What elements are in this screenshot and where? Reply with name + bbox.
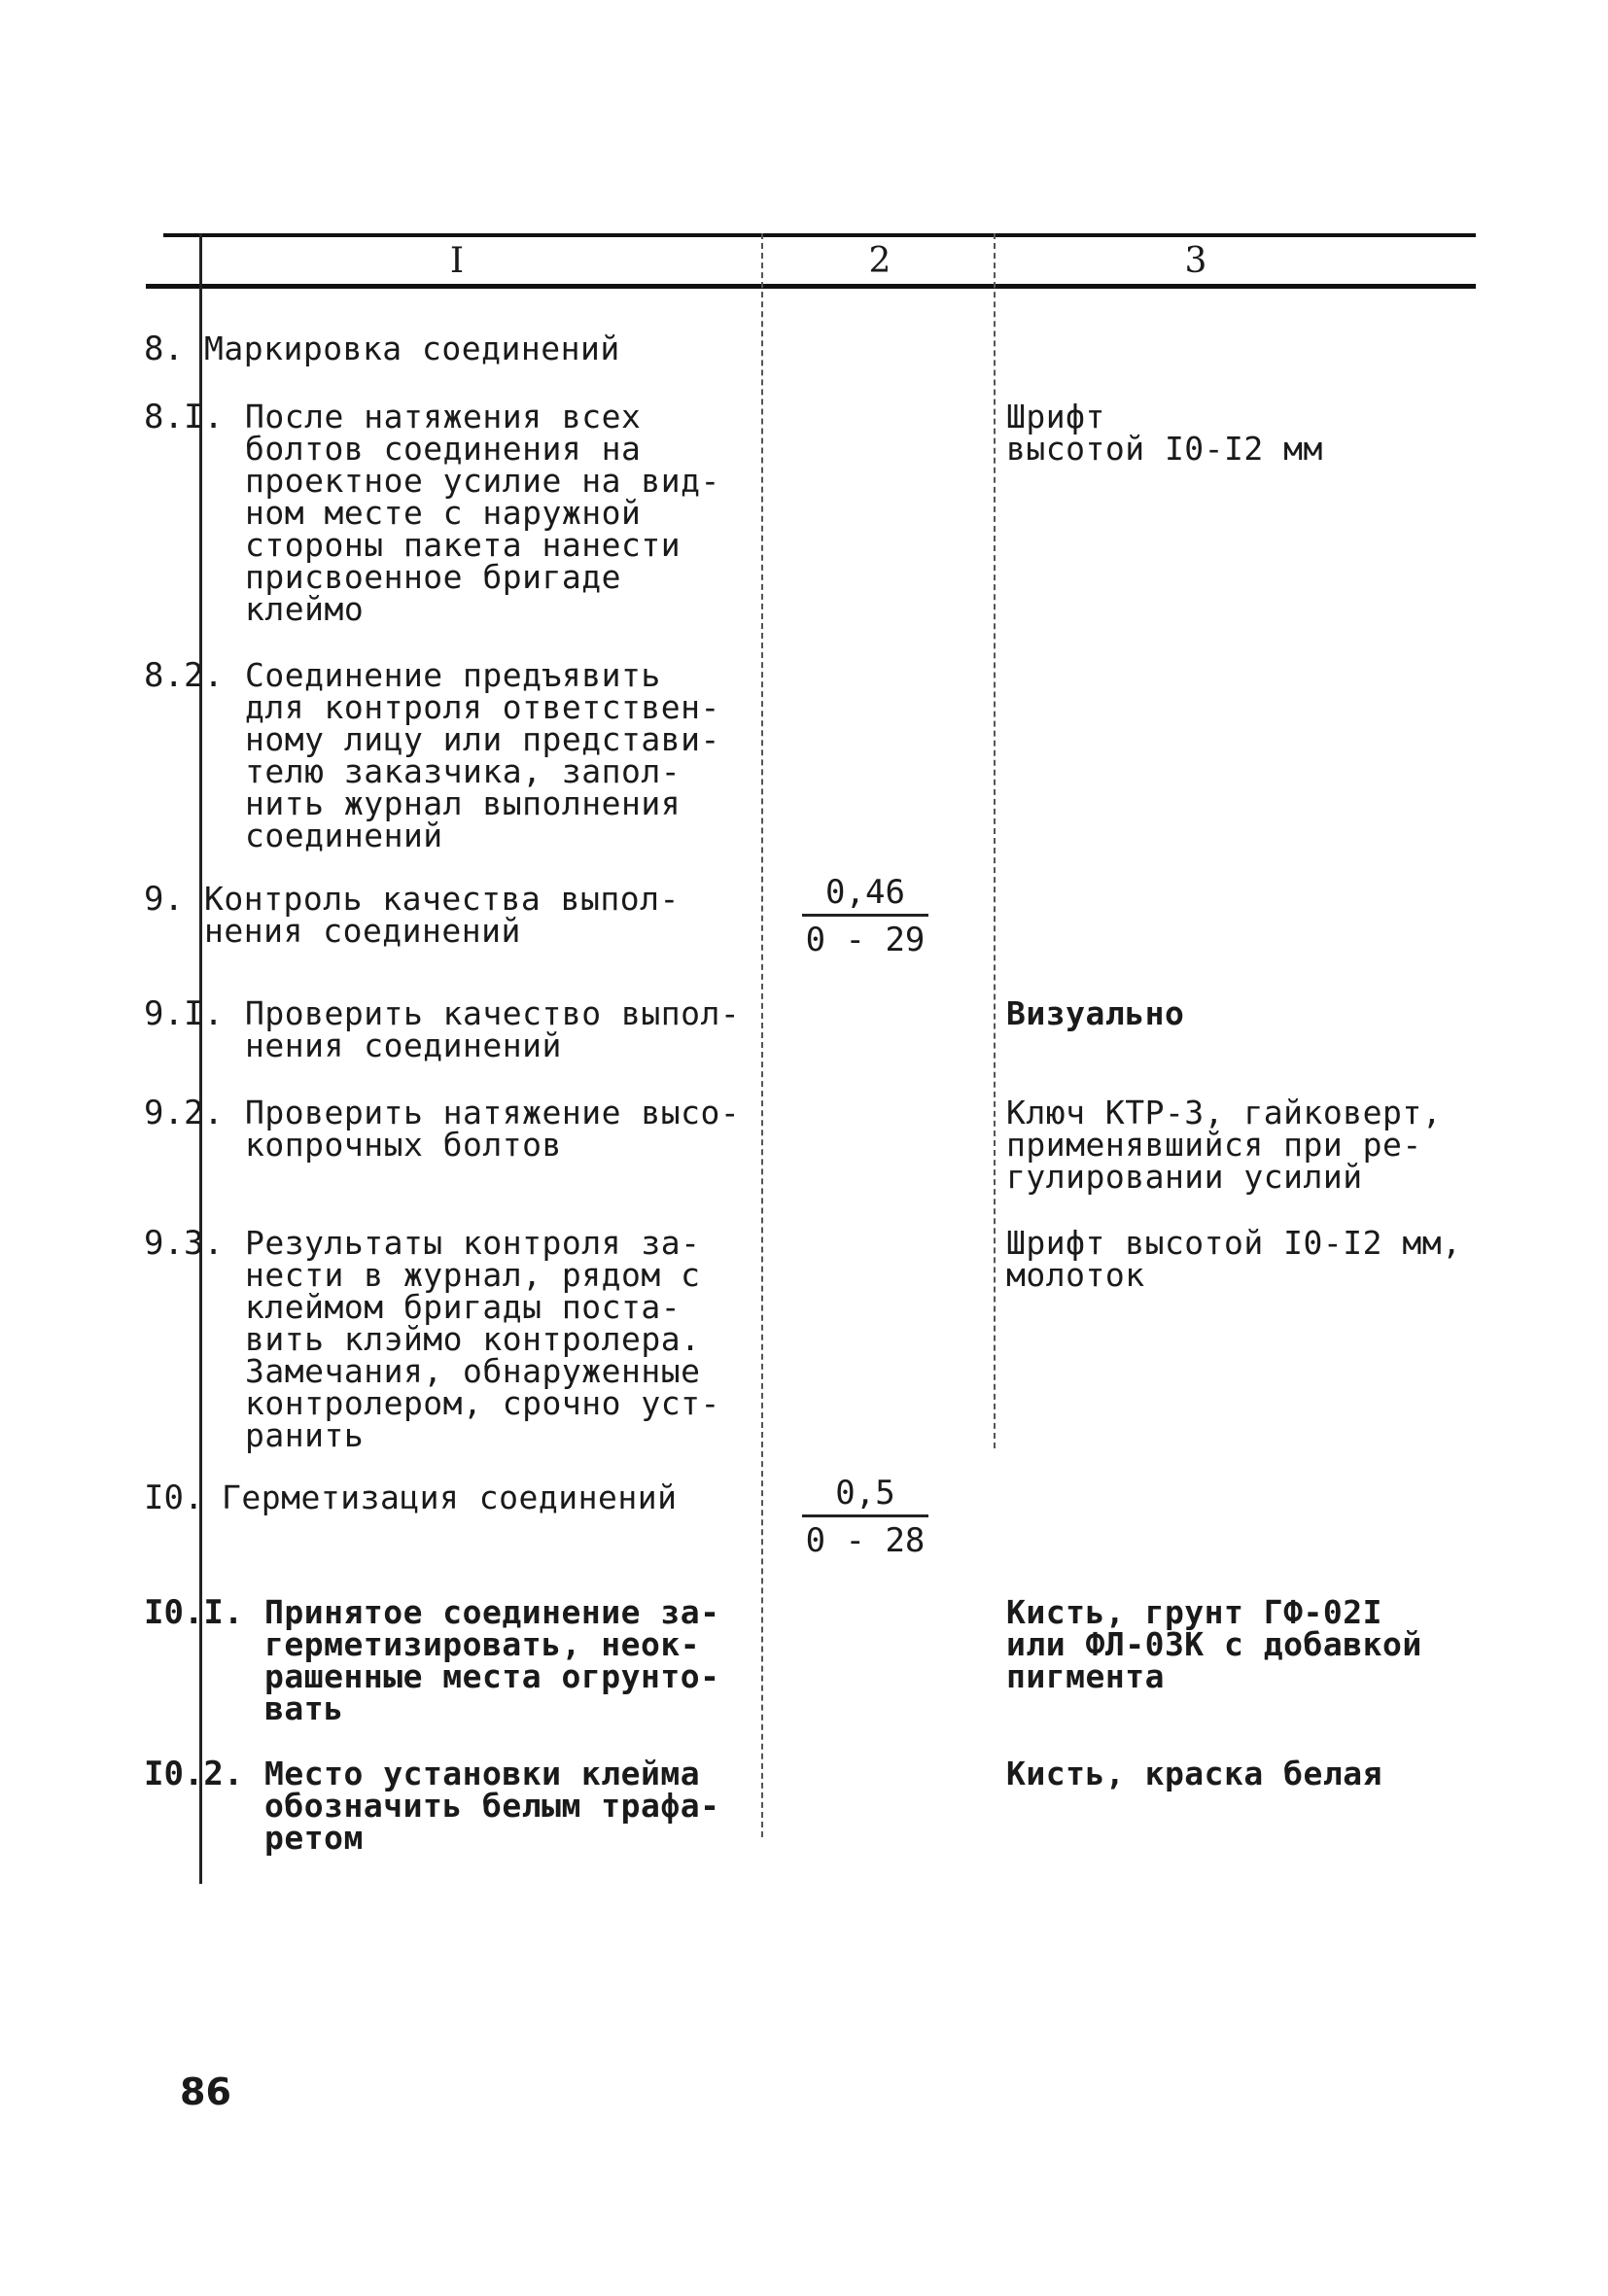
row-text: Проверить натяжение высо- копрочных болтов	[245, 1094, 741, 1164]
row-text: Результаты контроля за- нести в журнал, рядом с клеймом бригады поста- вить клэймо контролера. Замечания, обнаруженные контролером, срочно уст- ранить	[245, 1224, 720, 1454]
row-tools: Шрифт высотой I0-I2 мм	[1006, 398, 1323, 468]
page-number: 86	[180, 2070, 231, 2113]
row-tools: Визуально	[1006, 994, 1185, 1032]
column-divider-3	[994, 233, 996, 1448]
row-tools: Ключ КТР-3, гайковерт, применявшийся при ре- гулировании усилий	[1006, 1094, 1443, 1196]
row-text: После натяжения всех болтов соединения на проектное усилие на вид- ном месте с наружной стороны пакета нанести присвоенное бригаде клеймо	[245, 398, 720, 628]
row-tools: Кисть, грунт ГФ-02I или ФЛ-03К с добавкой пигмента	[1006, 1593, 1422, 1695]
row-text: Проверить качество выпол- нения соединений	[245, 994, 741, 1064]
column-header-2: 2	[868, 241, 891, 281]
row-number: 8.	[144, 330, 184, 368]
row-number: I0.2.	[144, 1755, 244, 1793]
fraction-denominator: 0 - 28	[805, 1521, 926, 1560]
row-text: Принятое соединение за- герметизировать, неок- рашенные места огрунто- вать	[264, 1593, 720, 1727]
table-top-rule	[163, 233, 1476, 237]
row-number: 9.3.	[144, 1224, 224, 1263]
row-text: Контроль качества выпол- нения соединений	[204, 880, 680, 950]
row-number: 8.2.	[144, 656, 224, 695]
column-header-3: 3	[1184, 241, 1207, 281]
row-tools: Шрифт высотой I0-I2 мм, молоток	[1006, 1224, 1462, 1294]
row-text: Герметизация соединений	[222, 1478, 678, 1516]
row-text: Маркировка соединений	[204, 330, 620, 367]
row-number: I0.	[144, 1478, 204, 1517]
table-header-rule	[146, 284, 1476, 289]
row-tools: Кисть, краска белая	[1006, 1755, 1382, 1792]
row-number: 9.2.	[144, 1094, 224, 1132]
row-number: 9.	[144, 880, 184, 919]
fraction-numerator: 0,46	[802, 875, 928, 917]
row-number: I0.I.	[144, 1593, 244, 1632]
row-number: 9.I.	[144, 994, 224, 1033]
row-text: Место установки клейма обозначить белым трафа- ретом	[264, 1755, 720, 1857]
norm-fraction	[802, 875, 928, 957]
fraction-denominator: 0 - 29	[805, 921, 926, 959]
fraction-numerator: 0,5	[802, 1476, 928, 1517]
column-header-1: I	[449, 241, 465, 281]
norm-fraction	[802, 1476, 928, 1558]
column-divider-2	[761, 233, 763, 1837]
row-text: Соединение предъявить для контроля ответствен- ному лицу или представи- телю заказчика, запол- нить журнал выполнения соединений	[245, 656, 720, 854]
column-divider-1	[199, 233, 202, 1884]
row-number: 8.I.	[144, 398, 224, 436]
